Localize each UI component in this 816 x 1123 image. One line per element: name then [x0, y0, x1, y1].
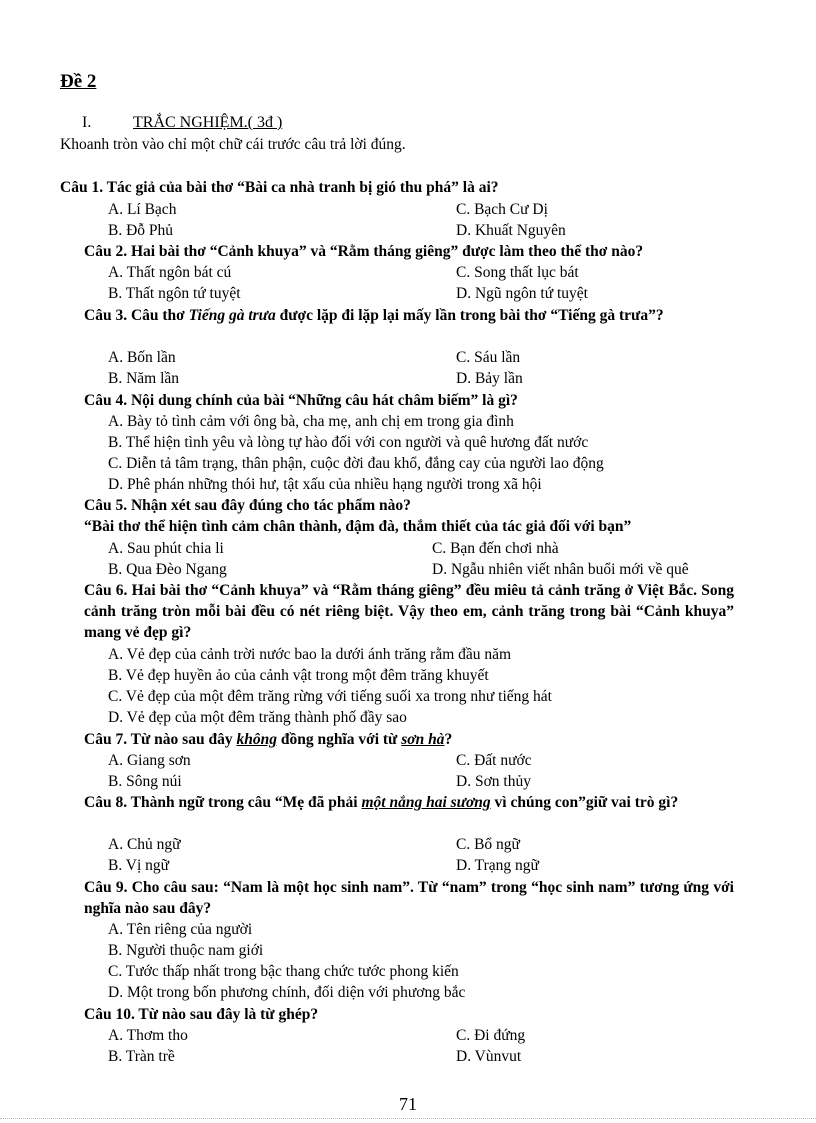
q8-option-d[interactable]: D. Trạng ngữ: [456, 857, 539, 874]
q7-emphasis-son-ha: sơn hà: [401, 731, 445, 748]
q9-option-c[interactable]: C. Tước thấp nhất trong bậc thang chức tước phong kiến: [108, 963, 459, 980]
q2-option-d[interactable]: D. Ngũ ngôn tứ tuyệt: [456, 285, 588, 302]
q4-option-c[interactable]: C. Diễn tả tâm trạng, thân phận, cuộc đời đau khổ, đắng cay của người lao động: [108, 455, 604, 472]
question-7: Câu 7. Từ nào sau đây không đồng nghĩa với từ sơn hà?: [84, 731, 453, 748]
q3-option-d[interactable]: D. Bảy lần: [456, 370, 523, 387]
q10-option-d[interactable]: D. Vùnvut: [456, 1048, 522, 1065]
question-9: Câu 9. Cho câu sau: “Nam là một học sinh nam”. Từ “nam” trong “học sinh nam” tương ứng với nghĩa nào sau đây?: [84, 879, 734, 917]
q9-option-d[interactable]: D. Một trong bốn phương chính, đối diện với phương bắc: [108, 984, 466, 1001]
question-3: Câu 3. Câu thơ Tiếng gà trưa được lặp đi lặp lại mấy lần trong bài thơ “Tiếng gà trưa”?: [84, 307, 664, 324]
q1-option-d[interactable]: D. Khuất Nguyên: [456, 222, 566, 239]
q1-option-c[interactable]: C. Bạch Cư Dị: [456, 201, 548, 218]
q9-option-a[interactable]: A. Tên riêng của người: [108, 921, 253, 938]
q1-option-b[interactable]: B. Đỗ Phủ: [108, 222, 174, 239]
q4-option-b[interactable]: B. Thể hiện tình yêu và lòng tự hào đối với con người và quê hương đất nước: [108, 434, 589, 451]
q8-emphasis: một nắng hai sương: [361, 794, 491, 811]
q2-option-c[interactable]: C. Song thất lục bát: [456, 264, 579, 281]
q6-option-d[interactable]: D. Vẻ đẹp của một đêm trăng thành phố đầy sao: [108, 709, 407, 726]
q7-option-d[interactable]: D. Sơn thủy: [456, 773, 531, 790]
q2-option-b[interactable]: B. Thất ngôn tứ tuyệt: [108, 285, 241, 302]
q3-option-a[interactable]: A. Bốn lần: [108, 349, 176, 366]
q1-option-a[interactable]: A. Lí Bạch: [108, 201, 177, 218]
question-4: Câu 4. Nội dung chính của bài “Những câu hát châm biếm” là gì?: [84, 392, 518, 409]
question-8: Câu 8. Thành ngữ trong câu “Mẹ đã phải một nắng hai sương vì chúng con”giữ vai trò gì?: [84, 794, 679, 811]
q8-option-a[interactable]: A. Chủ ngữ: [108, 836, 181, 853]
q5-option-a[interactable]: A. Sau phút chia li: [108, 540, 224, 557]
q3-option-b[interactable]: B. Năm lần: [108, 370, 180, 387]
section-number: I.: [82, 114, 92, 131]
page-number: 71: [399, 1094, 417, 1114]
q2-option-a[interactable]: A. Thất ngôn bát cú: [108, 264, 232, 281]
instruction: Khoanh tròn vào chỉ một chữ cái trước câu trả lời đúng.: [60, 136, 406, 153]
question-5: Câu 5. Nhận xét sau đây đúng cho tác phẩm nào?: [84, 497, 411, 514]
section-title: TRẮC NGHIỆM.( 3đ ): [133, 114, 283, 131]
q6-option-c[interactable]: C. Vẻ đẹp của một đêm trăng rừng với tiếng suối xa trong như tiếng hát: [108, 688, 552, 705]
q6-option-b[interactable]: B. Vẻ đẹp huyền ảo của cảnh vật trong một đêm trăng khuyết: [108, 667, 489, 684]
q3-option-c[interactable]: C. Sáu lần: [456, 349, 521, 366]
question-1: Câu 1. Tác giả của bài thơ “Bài ca nhà tranh bị gió thu phá” là ai?: [60, 179, 499, 196]
q8-option-b[interactable]: B. Vị ngữ: [108, 857, 170, 874]
q5-option-d[interactable]: D. Ngẫu nhiên viết nhân buổi mới về quê: [432, 561, 689, 578]
question-10: Câu 10. Từ nào sau đây là từ ghép?: [84, 1006, 319, 1023]
q10-option-a[interactable]: A. Thơm tho: [108, 1027, 188, 1044]
q10-option-c[interactable]: C. Đi đứng: [456, 1027, 526, 1044]
q7-option-a[interactable]: A. Giang sơn: [108, 752, 191, 769]
exam-title: Đề 2: [60, 71, 97, 92]
question-6: Câu 6. Hai bài thơ “Cảnh khuya” và “Rằm tháng giêng” đều miêu tả cảnh trăng ở Việt Bắc. Song cảnh trăng tròn mỗi bài đều có nét riêng biệt. Vậy theo em, cảnh trăng trong bài “Cảnh khuya” mang vẻ đẹp gì?: [84, 582, 734, 641]
q4-option-d[interactable]: D. Phê phán những thói hư, tật xấu của nhiều hạng người trong xã hội: [108, 476, 542, 493]
q5-option-b[interactable]: B. Qua Đèo Ngang: [108, 561, 227, 578]
q3-emphasis: Tiếng gà trưa: [188, 307, 276, 324]
q7-emphasis-khong: không: [236, 731, 277, 748]
q5-option-c[interactable]: C. Bạn đến chơi nhà: [432, 540, 559, 557]
q7-option-b[interactable]: B. Sông núi: [108, 773, 182, 790]
question-2: Câu 2. Hai bài thơ “Cảnh khuya” và “Rằm tháng giêng” được làm theo thể thơ nào?: [84, 243, 644, 260]
q9-option-b[interactable]: B. Người thuộc nam giới: [108, 942, 264, 959]
q5-quote: “Bài thơ thể hiện tình cảm chân thành, đậm đà, thắm thiết của tác giả đối với bạn”: [84, 518, 632, 535]
footer-divider: [0, 1118, 816, 1119]
q7-option-c[interactable]: C. Đất nước: [456, 752, 532, 769]
q10-option-b[interactable]: B. Tràn trề: [108, 1048, 175, 1065]
q8-option-c[interactable]: C. Bổ ngữ: [456, 836, 520, 853]
q4-option-a[interactable]: A. Bày tỏ tình cảm với ông bà, cha mẹ, anh chị em trong gia đình: [108, 413, 514, 430]
q6-option-a[interactable]: A. Vẻ đẹp của cảnh trời nước bao la dưới ánh trăng rằm đầu năm: [108, 646, 512, 663]
